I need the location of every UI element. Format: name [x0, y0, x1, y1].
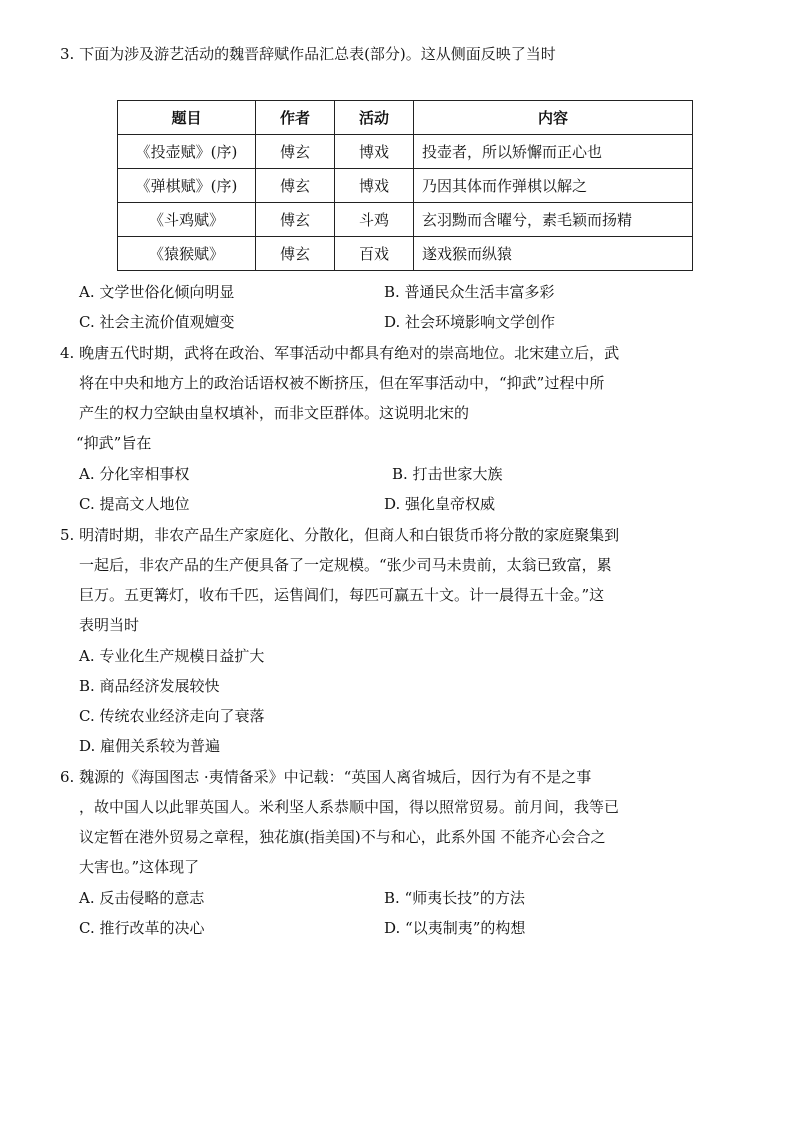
q5-stem-line: 5. 明清时期，非农产品生产家庭化、分散化，但商人和白银货币将分散的家庭聚集到: [60, 526, 620, 544]
q6-option-c[interactable]: C. 推行改革的决心: [79, 919, 205, 937]
q6-stem-line: 大害也。”这体现了: [79, 858, 200, 876]
q5-option-d[interactable]: D. 雇佣关系较为普遍: [79, 737, 221, 755]
table-cell: 博戏: [335, 169, 414, 203]
table-cell: 《投壶赋》(序): [118, 135, 256, 169]
q4-stem-line: “抑武”旨在: [76, 434, 152, 452]
table-cell: 百戏: [335, 237, 414, 271]
q5-stem-line: 巨万。五更篝灯，收布千匹，运售阊们，每匹可赢五十文。计一晨得五十金。”这: [79, 586, 605, 604]
q4-option-d[interactable]: D. 强化皇帝权威: [384, 495, 496, 513]
table-cell: 傅玄: [256, 135, 335, 169]
q6-stem-line: 6. 魏源的《海国图志 ·夷情备采》中记载：“英国人离省城后，因行为有不是之事: [60, 768, 592, 786]
q3-option-c[interactable]: C. 社会主流价值观嬗变: [79, 313, 235, 331]
q3-option-b[interactable]: B. 普通民众生活丰富多彩: [384, 283, 555, 301]
q3-stem: 3. 下面为涉及游艺活动的魏晋辞赋作品汇总表(部分)。这从侧面反映了当时: [60, 45, 556, 63]
table-header-title: 题目: [118, 101, 256, 135]
table-header-author: 作者: [256, 101, 335, 135]
q6-option-a[interactable]: A. 反击侵略的意志: [79, 889, 205, 907]
q4-option-c[interactable]: C. 提高文人地位: [79, 495, 190, 513]
q4-option-b[interactable]: B. 打击世家大族: [392, 465, 503, 483]
q6-option-d[interactable]: D. “以夷制夷”的构想: [384, 919, 526, 937]
q5-option-b[interactable]: B. 商品经济发展较快: [79, 677, 220, 695]
table-header-content: 内容: [414, 101, 693, 135]
q6-option-b[interactable]: B. “师夷长技”的方法: [384, 889, 525, 907]
table-cell: 傅玄: [256, 169, 335, 203]
q6-stem-line: 议定暂在港外贸易之章程，独花旗(指美国)不与和心，此系外国 不能齐心会合之: [79, 828, 606, 846]
table-row: [118, 203, 693, 237]
table-cell: 《弹棋赋》(序): [118, 169, 256, 203]
q5-option-a[interactable]: A. 专业化生产规模日益扩大: [79, 647, 265, 665]
table-cell: 斗鸡: [335, 203, 414, 237]
q5-stem-line: 一起后，非农产品的生产便具备了一定规模。“张少司马未贵前，太翁已致富，累: [79, 556, 612, 574]
table-row: [118, 169, 693, 203]
table-cell: 乃因其体而作弹棋以解之: [414, 169, 693, 203]
table-cell: 遂戏猴而纵猿: [414, 237, 693, 271]
q5-stem-line: 表明当时: [79, 616, 140, 634]
q4-stem-line: 4. 晚唐五代时期，武将在政治、军事活动中都具有绝对的崇高地位。北宋建立后，武: [60, 344, 620, 362]
table-row: [118, 237, 693, 271]
q6-stem-line: ，故中国人以此罪英国人。米利坚人系恭顺中国，得以照常贸易。前月间，我等已: [79, 798, 620, 816]
q5-option-c[interactable]: C. 传统农业经济走向了衰落: [79, 707, 265, 725]
table-header-row: [118, 101, 693, 135]
table-cell: 投壶者，所以矫懈而正心也: [414, 135, 693, 169]
q4-option-a[interactable]: A. 分化宰相事权: [79, 465, 190, 483]
q4-stem-line: 产生的权力空缺由皇权填补，而非文臣群体。这说明北宋的: [79, 404, 470, 422]
table-cell: 傅玄: [256, 237, 335, 271]
table-header-activity: 活动: [335, 101, 414, 135]
table-cell: 博戏: [335, 135, 414, 169]
table-cell: 《猿猴赋》: [118, 237, 256, 271]
table-cell: 《斗鸡赋》: [118, 203, 256, 237]
q4-stem-line: 将在中央和地方上的政治话语权被不断挤压，但在军事活动中，“抑武”过程中所: [79, 374, 605, 392]
q3-option-a[interactable]: A. 文学世俗化倾向明显: [79, 283, 235, 301]
table-row: [118, 135, 693, 169]
q3-table: [117, 100, 693, 271]
table-cell: 玄羽黝而含曜兮，素毛颖而扬精: [414, 203, 693, 237]
q3-option-d[interactable]: D. 社会环境影响文学创作: [384, 313, 556, 331]
table-cell: 傅玄: [256, 203, 335, 237]
